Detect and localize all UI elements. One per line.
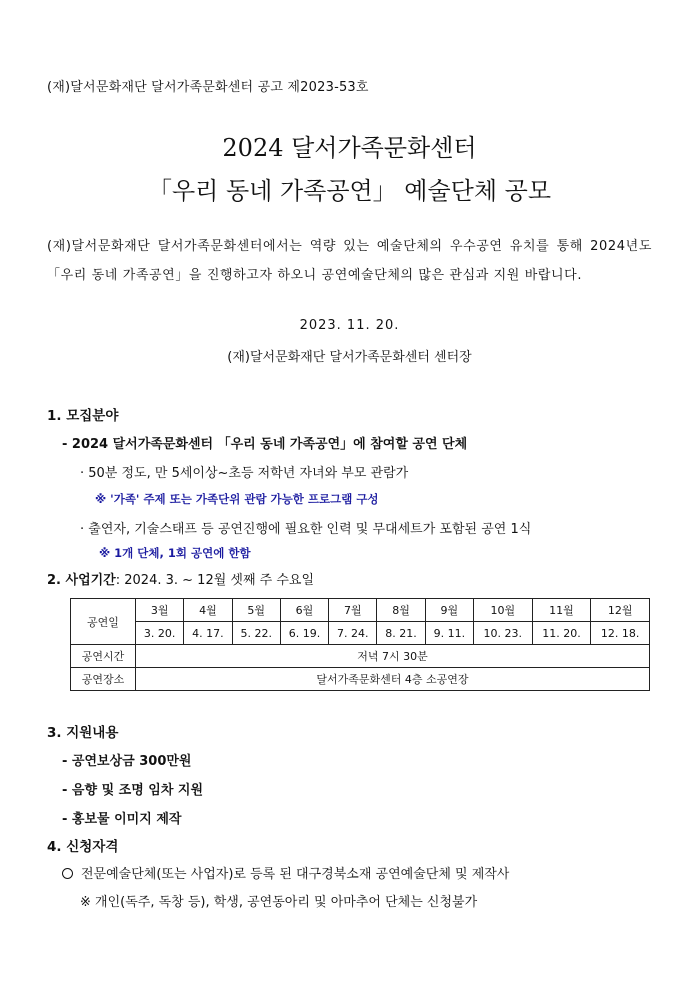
table-row [71,645,650,668]
month-cell: 5월 [232,599,280,622]
section4-note: ※ 개인(독주, 독창 등), 학생, 공연동아리 및 아마추어 단체는 신청불가 [80,895,478,910]
section3-item3: - 홍보물 이미지 제작 [62,812,182,827]
place-cell: 달서가족문화센터 4층 소공연장 [136,668,650,691]
section3-item2: - 음향 및 조명 임차 지원 [62,783,204,798]
section3-item1: - 공연보상금 300만원 [62,754,192,769]
month-cell: 4월 [184,599,232,622]
date-cell: 10. 23. [473,622,532,645]
month-cell: 6월 [280,599,328,622]
circle-bullet-icon [62,868,73,879]
month-cell: 9월 [425,599,473,622]
schedule-table [70,598,650,691]
date-cell: 5. 22. [232,622,280,645]
section4-item [62,863,509,882]
table-row [71,668,650,691]
section4-heading: 4. 신청자격 [47,839,119,855]
section1-note1: ※ '가족' 주제 또는 가족단위 관람 가능한 프로그램 구성 [95,492,379,506]
section2-line [47,569,314,588]
table-header-day: 공연일 [71,599,136,645]
intro-paragraph: (재)달서문화재단 달서가족문화센터에서는 역량 있는 예술단체의 우수공연 유치를 통해 2024년도「우리 동네 가족공연」을 진행하고자 하오니 공연예술단체의 많은 관심과 지원 바랍니다. [47,239,652,283]
date-cell: 9. 11. [425,622,473,645]
table-row [71,622,650,645]
date-cell: 8. 21. [377,622,425,645]
section3-heading: 3. 지원내용 [47,725,119,741]
table-row [71,599,650,622]
month-cell: 11월 [532,599,591,622]
section1-sub: - 2024 달서가족문화센터 「우리 동네 가족공연」에 참여할 공연 단체 [62,437,468,452]
date-cell: 12. 18. [591,622,650,645]
section4-item-text: 전문예술단체(또는 사업자)로 등록 된 대구경북소재 공연예술단체 및 제작사 [81,867,510,882]
notice-number: (재)달서문화재단 달서가족문화센터 공고 제2023-53호 [47,80,369,95]
month-cell: 10월 [473,599,532,622]
date-cell: 11. 20. [532,622,591,645]
page-title-line1: 2024 달서가족문화센터 [222,134,477,162]
section2-period: : 2024. 3. ~ 12월 셋째 주 수요일 [115,573,315,588]
announcement-date: 2023. 11. 20. [299,318,400,333]
section1-item2: · 출연자, 기술스태프 등 공연진행에 필요한 인력 및 무대세트가 포함된 공연 1식 [80,522,532,537]
date-cell: 7. 24. [329,622,377,645]
date-cell: 6. 19. [280,622,328,645]
month-cell: 8월 [377,599,425,622]
month-cell: 3월 [136,599,184,622]
table-header-place: 공연장소 [71,668,136,691]
date-cell: 3. 20. [136,622,184,645]
month-cell: 7월 [329,599,377,622]
section1-item1: · 50분 정도, 만 5세이상~초등 저학년 자녀와 부모 관람가 [80,466,409,481]
table-header-time: 공연시간 [71,645,136,668]
date-cell: 4. 17. [184,622,232,645]
time-cell: 저녁 7시 30분 [136,645,650,668]
section2-heading: 2. 사업기간 [47,573,116,588]
section1-note2: ※ 1개 단체, 1회 공연에 한함 [99,546,251,560]
month-cell: 12월 [591,599,650,622]
section1-heading: 1. 모집분야 [47,408,119,424]
page-title-line2: 「우리 동네 가족공연」 예술단체 공모 [147,177,552,205]
issuing-organization: (재)달서문화재단 달서가족문화센터 센터장 [227,350,472,365]
